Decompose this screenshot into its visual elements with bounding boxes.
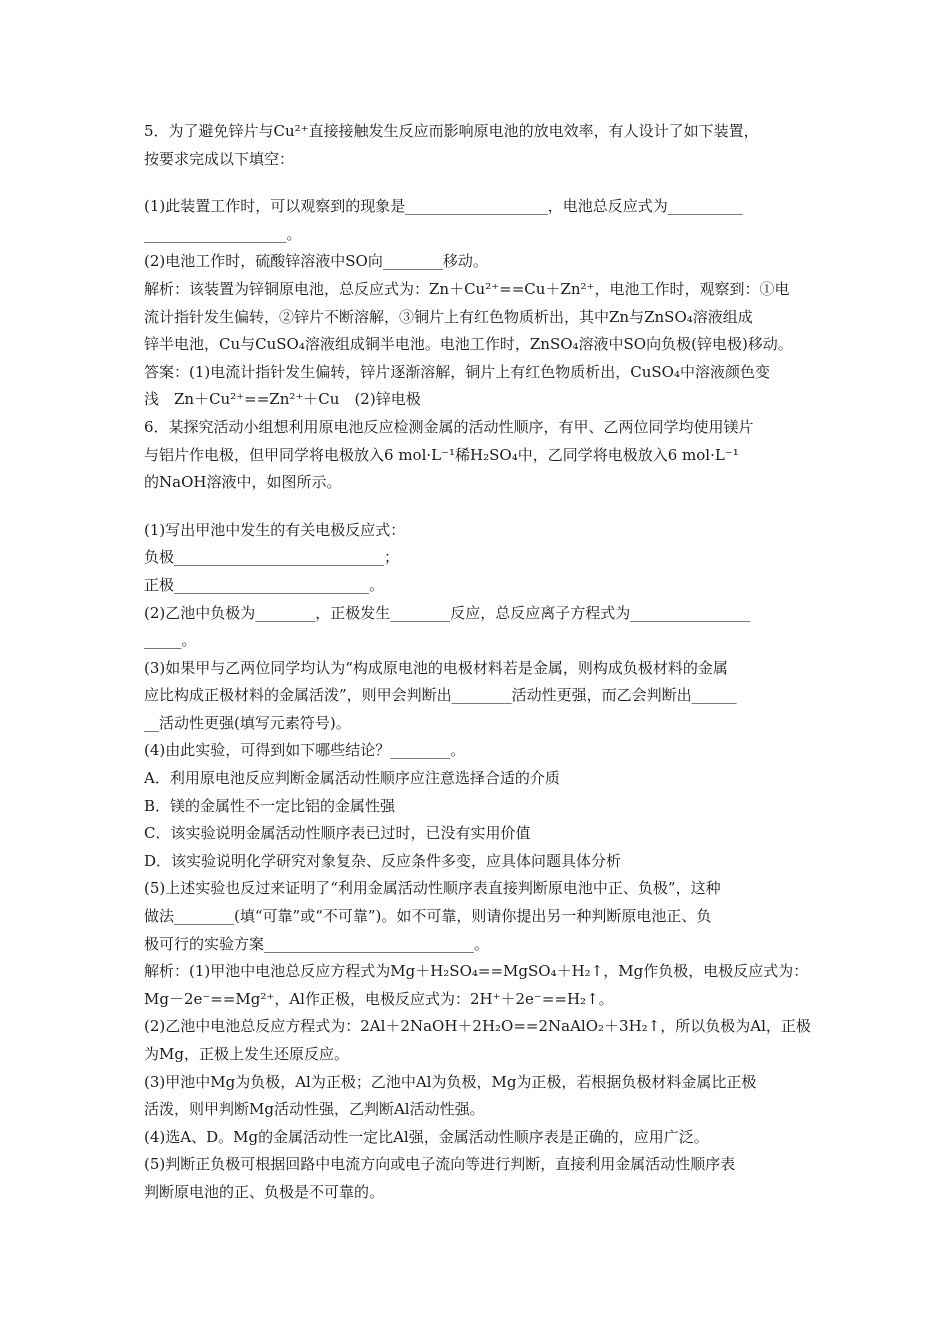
q6-stem-line: 与铝片作电极，但甲同学将电极放入6 mol·L⁻¹稀H₂SO₄中，乙同学将电极放入6 mol·L⁻¹ [144,445,739,464]
q6-part4: (4)由此实验，可得到如下哪些结论？________。 [144,741,466,760]
q5-analysis-line: 流计指针发生偏转，②锌片不断溶解，③铜片上有红色物质析出，其中Zn与ZnSO₄溶液组成 [144,307,753,326]
q6-part5-line: 做法________(填“可靠”或“不可靠”)。如不可靠，则请你提出另一种判断原电池正、负 [144,907,712,926]
q6-part1-line: 正极__________________________。 [144,575,385,594]
q5-analysis-line: 锌半电池，Cu与CuSO₄溶液组成铜半电池。电池工作时，ZnSO₄溶液中SO向负极(锌电极)移动。 [144,335,793,354]
q6-analysis-line: 活泼，则甲判断Mg活动性强，乙判断Al活动性强。 [144,1100,485,1119]
q5-answer-line: 答案：(1)电流计指针发生偏转，锌片逐渐溶解，铜片上有红色物质析出，CuSO₄中溶液颜色变 [144,362,770,381]
q6-option-a: A．利用原电池反应判断金属活动性顺序应注意选择合适的介质 [144,769,560,788]
q6-part1-line: (1)写出甲池中发生的有关电极反应式： [144,520,406,539]
q6-analysis-line: Mg－2e⁻==Mg²⁺，Al作正极，电极反应式为：2H⁺＋2e⁻==H₂↑。 [144,989,614,1008]
q5-answer-line: 浅 Zn＋Cu²⁺==Zn²⁺＋Cu (2)锌电极 [144,390,421,409]
q6-part1-line: 负极____________________________； [144,548,400,567]
q6-option-b: B．镁的金属性不一定比铝的金属性强 [144,796,396,815]
q6-part2-line: _____。 [144,631,197,650]
q6-part3-line: __活动性更强(填写元素符号)。 [144,713,351,732]
q6-part5-line: 极可行的实验方案____________________________。 [144,934,490,953]
q6-part3-line: 应比构成正极材料的金属活泼”，则甲会判断出________活动性更强，而乙会判断出______ [144,686,737,705]
q5-part2: (2)电池工作时，硫酸锌溶液中SO向________移动。 [144,252,488,271]
q6-analysis-line: (4)选A、D。Mg的金属活动性一定比Al强，金属活动性顺序表是正确的，应用广泛。 [144,1127,709,1146]
q6-analysis-line: 解析：(1)甲池中电池总反应方程式为Mg＋H₂SO₄==MgSO₄＋H₂↑，Mg作负极，电极反应式为： [144,962,809,981]
q5-stem-line: 按要求完成以下填空： [144,149,295,168]
q6-analysis-line: 为Mg，正极上发生还原反应。 [144,1045,349,1063]
q6-part3-line: (3)如果甲与乙两位同学均认为“构成原电池的电极材料若是金属，则构成负极材料的金属 [144,658,728,677]
q6-part2-line: (2)乙池中负极为________，正极发生________反应，总反应离子方程式为________________ [144,603,751,622]
q6-analysis-line: (5)判断正负极可根据回路中电流方向或电子流向等进行判断，直接利用金属活动性顺序表 [144,1155,736,1174]
q6-analysis-line: (2)乙池中电池总反应方程式为：2Al＋2NaOH＋2H₂O==2NaAlO₂＋3H₂↑，所以负极为Al，正极 [144,1017,811,1036]
q6-option-d: D．该实验说明化学研究对象复杂、反应条件多变，应具体问题具体分析 [144,851,622,870]
document-body [144,118,814,1207]
q6-analysis-line: 判断原电池的正、负极是不可靠的。 [144,1182,385,1201]
q5-stem-line: 5．为了避免锌片与Cu²⁺直接接触发生反应而影响原电池的放电效率，有人设计了如下装置， [144,122,759,140]
q5-analysis-line: 解析：该装置为锌铜原电池，总反应式为：Zn＋Cu²⁺==Cu＋Zn²⁺，电池工作时，观察到：①电 [144,279,790,298]
q6-stem-line: 的NaOH溶液中，如图所示。 [144,473,342,492]
q6-part5-line: (5)上述实验也反过来证明了“利用金属活动性顺序表直接判断原电池中正、负极”，这种 [144,879,721,898]
q6-analysis-line: (3)甲池中Mg为负极，Al为正极；乙池中Al为负极，Mg为正极，若根据负极材料金属比正极 [144,1072,757,1091]
q5-part1-line: (1)此装置工作时，可以观察到的现象是___________________，电池总反应式为__________ [144,197,743,216]
q6-option-c: C．该实验说明金属活动性顺序表已过时，已没有实用价值 [144,824,531,843]
q5-part1-line: ___________________。 [144,224,302,243]
q6-stem-line: 6．某探究活动小组想利用原电池反应检测金属的活动性顺序，有甲、乙两位同学均使用镁片 [144,417,754,436]
